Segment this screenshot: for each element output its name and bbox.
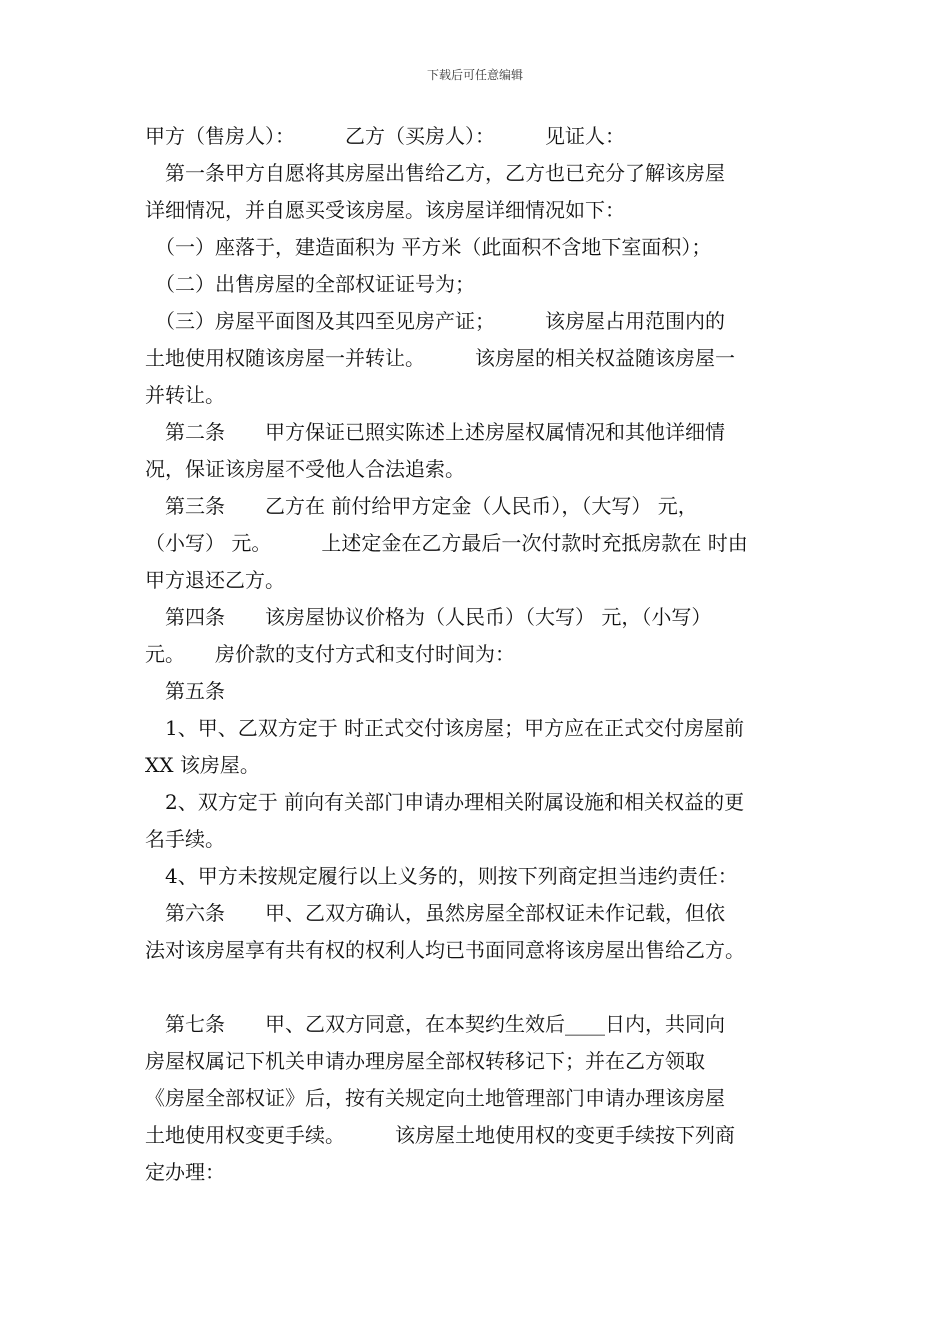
text-line: 名手续。	[145, 827, 225, 851]
text-line: 4、甲方未按规定履行以上义务的，则按下列商定担当违约责任：	[145, 864, 738, 888]
text-line: 详细情况，并自愿买受该房屋。该房屋详细情况如下：	[145, 198, 625, 222]
text-line: 元。 房价款的支付方式和支付时间为：	[145, 642, 515, 666]
text-line: 房屋权属记下机关申请办理房屋全部权转移记下；并在乙方领取	[145, 1049, 705, 1073]
text-line: （一）座落于，建造面积为 平方米（此面积不含地下室面积）；	[145, 235, 712, 259]
blank-line	[145, 969, 835, 1006]
text-line: 第一条甲方自愿将其房屋出售给乙方，乙方也已充分了解该房屋	[145, 161, 725, 185]
text-line: （小写） 元。 上述定金在乙方最后一次付款时充抵房款在 时由	[145, 531, 748, 555]
text-line: 甲方（售房人）： 乙方（买房人）： 见证人：	[145, 124, 625, 148]
text-line: 法对该房屋享有共有权的权利人均已书面同意将该房屋出售给乙方。	[145, 938, 745, 962]
text-line: 况，保证该房屋不受他人合法追索。	[145, 457, 465, 481]
text-line: 1、甲、乙双方定于 时正式交付该房屋；甲方应在正式交付房屋前	[145, 716, 745, 740]
text-line: 第四条 该房屋协议价格为（人民币）（大写） 元，（小写）	[145, 605, 712, 629]
text-line: XX 该房屋。	[145, 753, 260, 777]
text-line: 定办理：	[145, 1160, 225, 1184]
text-line: 土地使用权随该房屋一并转让。 该房屋的相关权益随该房屋一	[145, 346, 735, 370]
text-line: 第七条 甲、乙双方同意，在本契约生效后____日内，共同向	[145, 1012, 725, 1036]
text-line: 第六条 甲、乙双方确认，虽然房屋全部权证未作记载，但依	[145, 901, 725, 925]
text-line: 2、双方定于 前向有关部门申请办理相关附属设施和相关权益的更	[145, 790, 745, 814]
text-line: 甲方退还乙方。	[145, 568, 285, 592]
text-line: （二）出售房屋的全部权证证号为；	[145, 272, 475, 296]
text-line: （三）房屋平面图及其四至见房产证； 该房屋占用范围内的	[145, 309, 725, 333]
text-line: 第三条 乙方在 前付给甲方定金（人民币），（大写） 元，	[145, 494, 698, 518]
text-line: 并转让。	[145, 383, 225, 407]
text-line: 第二条 甲方保证已照实陈述上述房屋权属情况和其他详细情	[145, 420, 725, 444]
page-header: 下载后可任意编辑	[426, 68, 523, 82]
text-line: 土地使用权变更手续。 该房屋土地使用权的变更手续按下列商	[145, 1123, 735, 1147]
contract-body	[145, 118, 835, 1191]
text-line: 《房屋全部权证》后，按有关规定向土地管理部门申请办理该房屋	[145, 1086, 725, 1110]
text-line: 第五条	[145, 679, 225, 703]
